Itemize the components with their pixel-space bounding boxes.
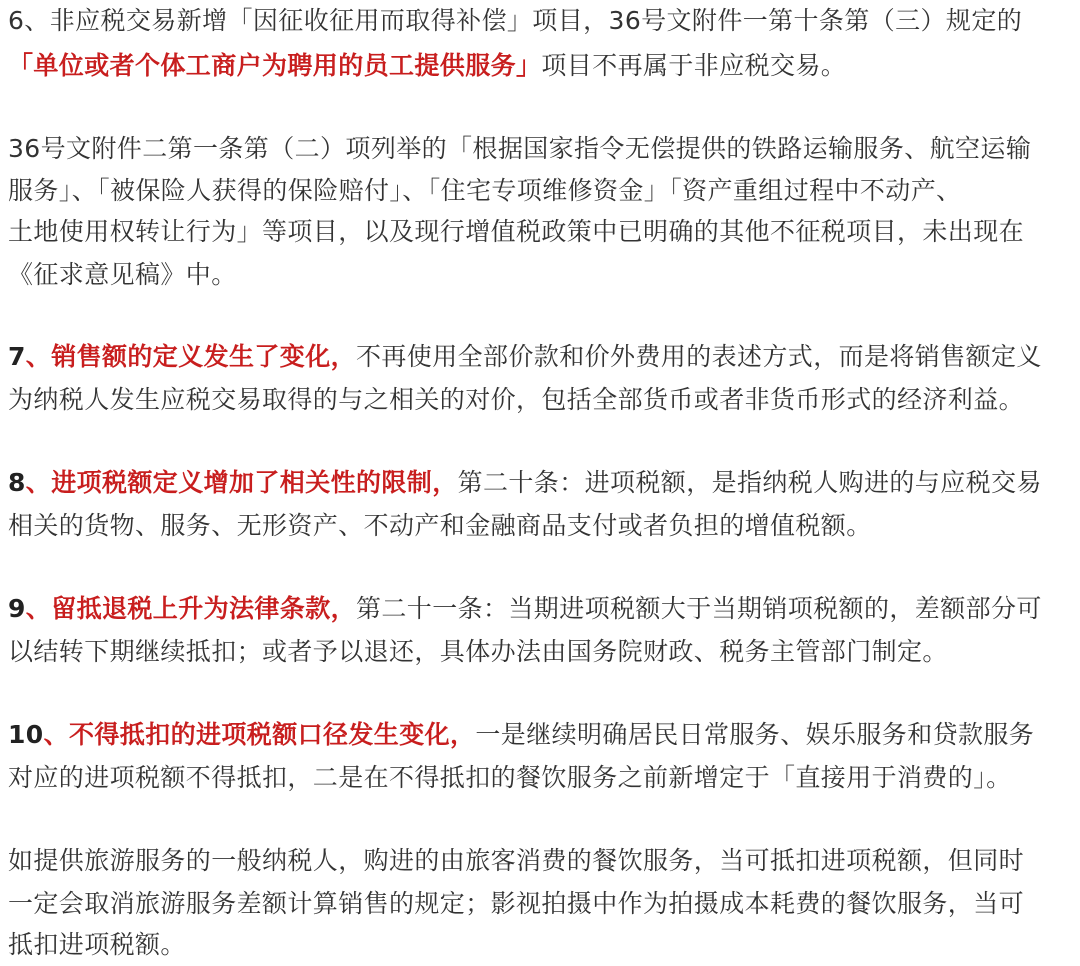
paragraph-example-line-2: 一定会取消旅游服务差额计算销售的规定；影视拍摄中作为拍摄成本耗费的餐饮服务，当可 xyxy=(8,889,1025,918)
paragraph-7-line-1-rest: 不再使用全部价款和价外费用的表述方式，而是将销售额定义 xyxy=(356,342,1042,371)
paragraph-10-heading: 、不得抵扣的进项税额口径发生变化， xyxy=(43,720,476,749)
paragraph-10-line-2: 对应的进项税额不得抵扣，二是在不得抵扣的餐饮服务之前新增定于「直接用于消费的」。 xyxy=(8,763,1012,792)
paragraph-36-line-1: 36号文附件二第一条第（二）项列举的「根据国家指令无偿提供的铁路运输服务、航空运输 xyxy=(8,134,1032,163)
paragraph-36-line-3: 土地使用权转让行为」等项目，以及现行增值税政策中已明确的其他不征税项目，未出现在 xyxy=(8,217,1025,246)
paragraph-9-heading: 、留抵退税上升为法律条款， xyxy=(25,594,356,623)
paragraph-7-line-1 xyxy=(8,337,1042,377)
item-number-10: 10 xyxy=(8,720,44,749)
item-number-7: 7 xyxy=(8,342,26,371)
paragraph-8-line-1-rest: 第二十条：进项税额，是指纳税人购进的与应税交易 xyxy=(457,468,1042,497)
item-number-8: 8 xyxy=(8,468,26,497)
paragraph-9-line-1 xyxy=(8,589,1042,629)
paragraph-8-heading: 、进项税额定义增加了相关性的限制， xyxy=(25,468,458,497)
paragraph-6-highlight: 「单位或者个体工商户为聘用的员工提供服务」 xyxy=(8,51,542,80)
paragraph-10-line-1 xyxy=(8,715,1034,755)
item-number-9: 9 xyxy=(8,594,26,623)
paragraph-example-line-1: 如提供旅游服务的一般纳税人，购进的由旅客消费的餐饮服务，当可抵扣进项税额，但同时 xyxy=(8,846,1025,875)
paragraph-7-line-2: 为纳税人发生应税交易取得的与之相关的对价，包括全部货币或者非货币形式的经济利益。 xyxy=(8,385,1025,414)
paragraph-6-line-2 xyxy=(8,46,846,86)
paragraph-8-line-1 xyxy=(8,463,1042,503)
paragraph-10-line-1-rest: 一是继续明确居民日常服务、娱乐服务和贷款服务 xyxy=(475,720,1035,749)
paragraph-9-line-1-rest: 第二十一条：当期进项税额大于当期销项税额的，差额部分可 xyxy=(356,594,1042,623)
paragraph-6-line-1: 6、非应税交易新增「因征收征用而取得补偿」项目，36号文附件一第十条第（三）规定的 xyxy=(8,6,1023,35)
paragraph-36-line-4: 《征求意见稿》中。 xyxy=(8,260,237,289)
paragraph-9-line-2: 以结转下期继续抵扣；或者予以退还，具体办法由国务院财政、税务主管部门制定。 xyxy=(8,637,948,666)
paragraph-7-heading: 、销售额的定义发生了变化， xyxy=(25,342,356,371)
paragraph-36-line-2: 服务」、「被保险人获得的保险赔付」、「住宅专项维修资金」「资产重组过程中不动产、 xyxy=(8,176,962,205)
paragraph-example-line-3: 抵扣进项税额。 xyxy=(8,930,186,959)
paragraph-6-line-2-rest: 项目不再属于非应税交易。 xyxy=(541,51,847,80)
paragraph-8-line-2: 相关的货物、服务、无形资产、不动产和金融商品支付或者负担的增值税额。 xyxy=(8,511,872,540)
